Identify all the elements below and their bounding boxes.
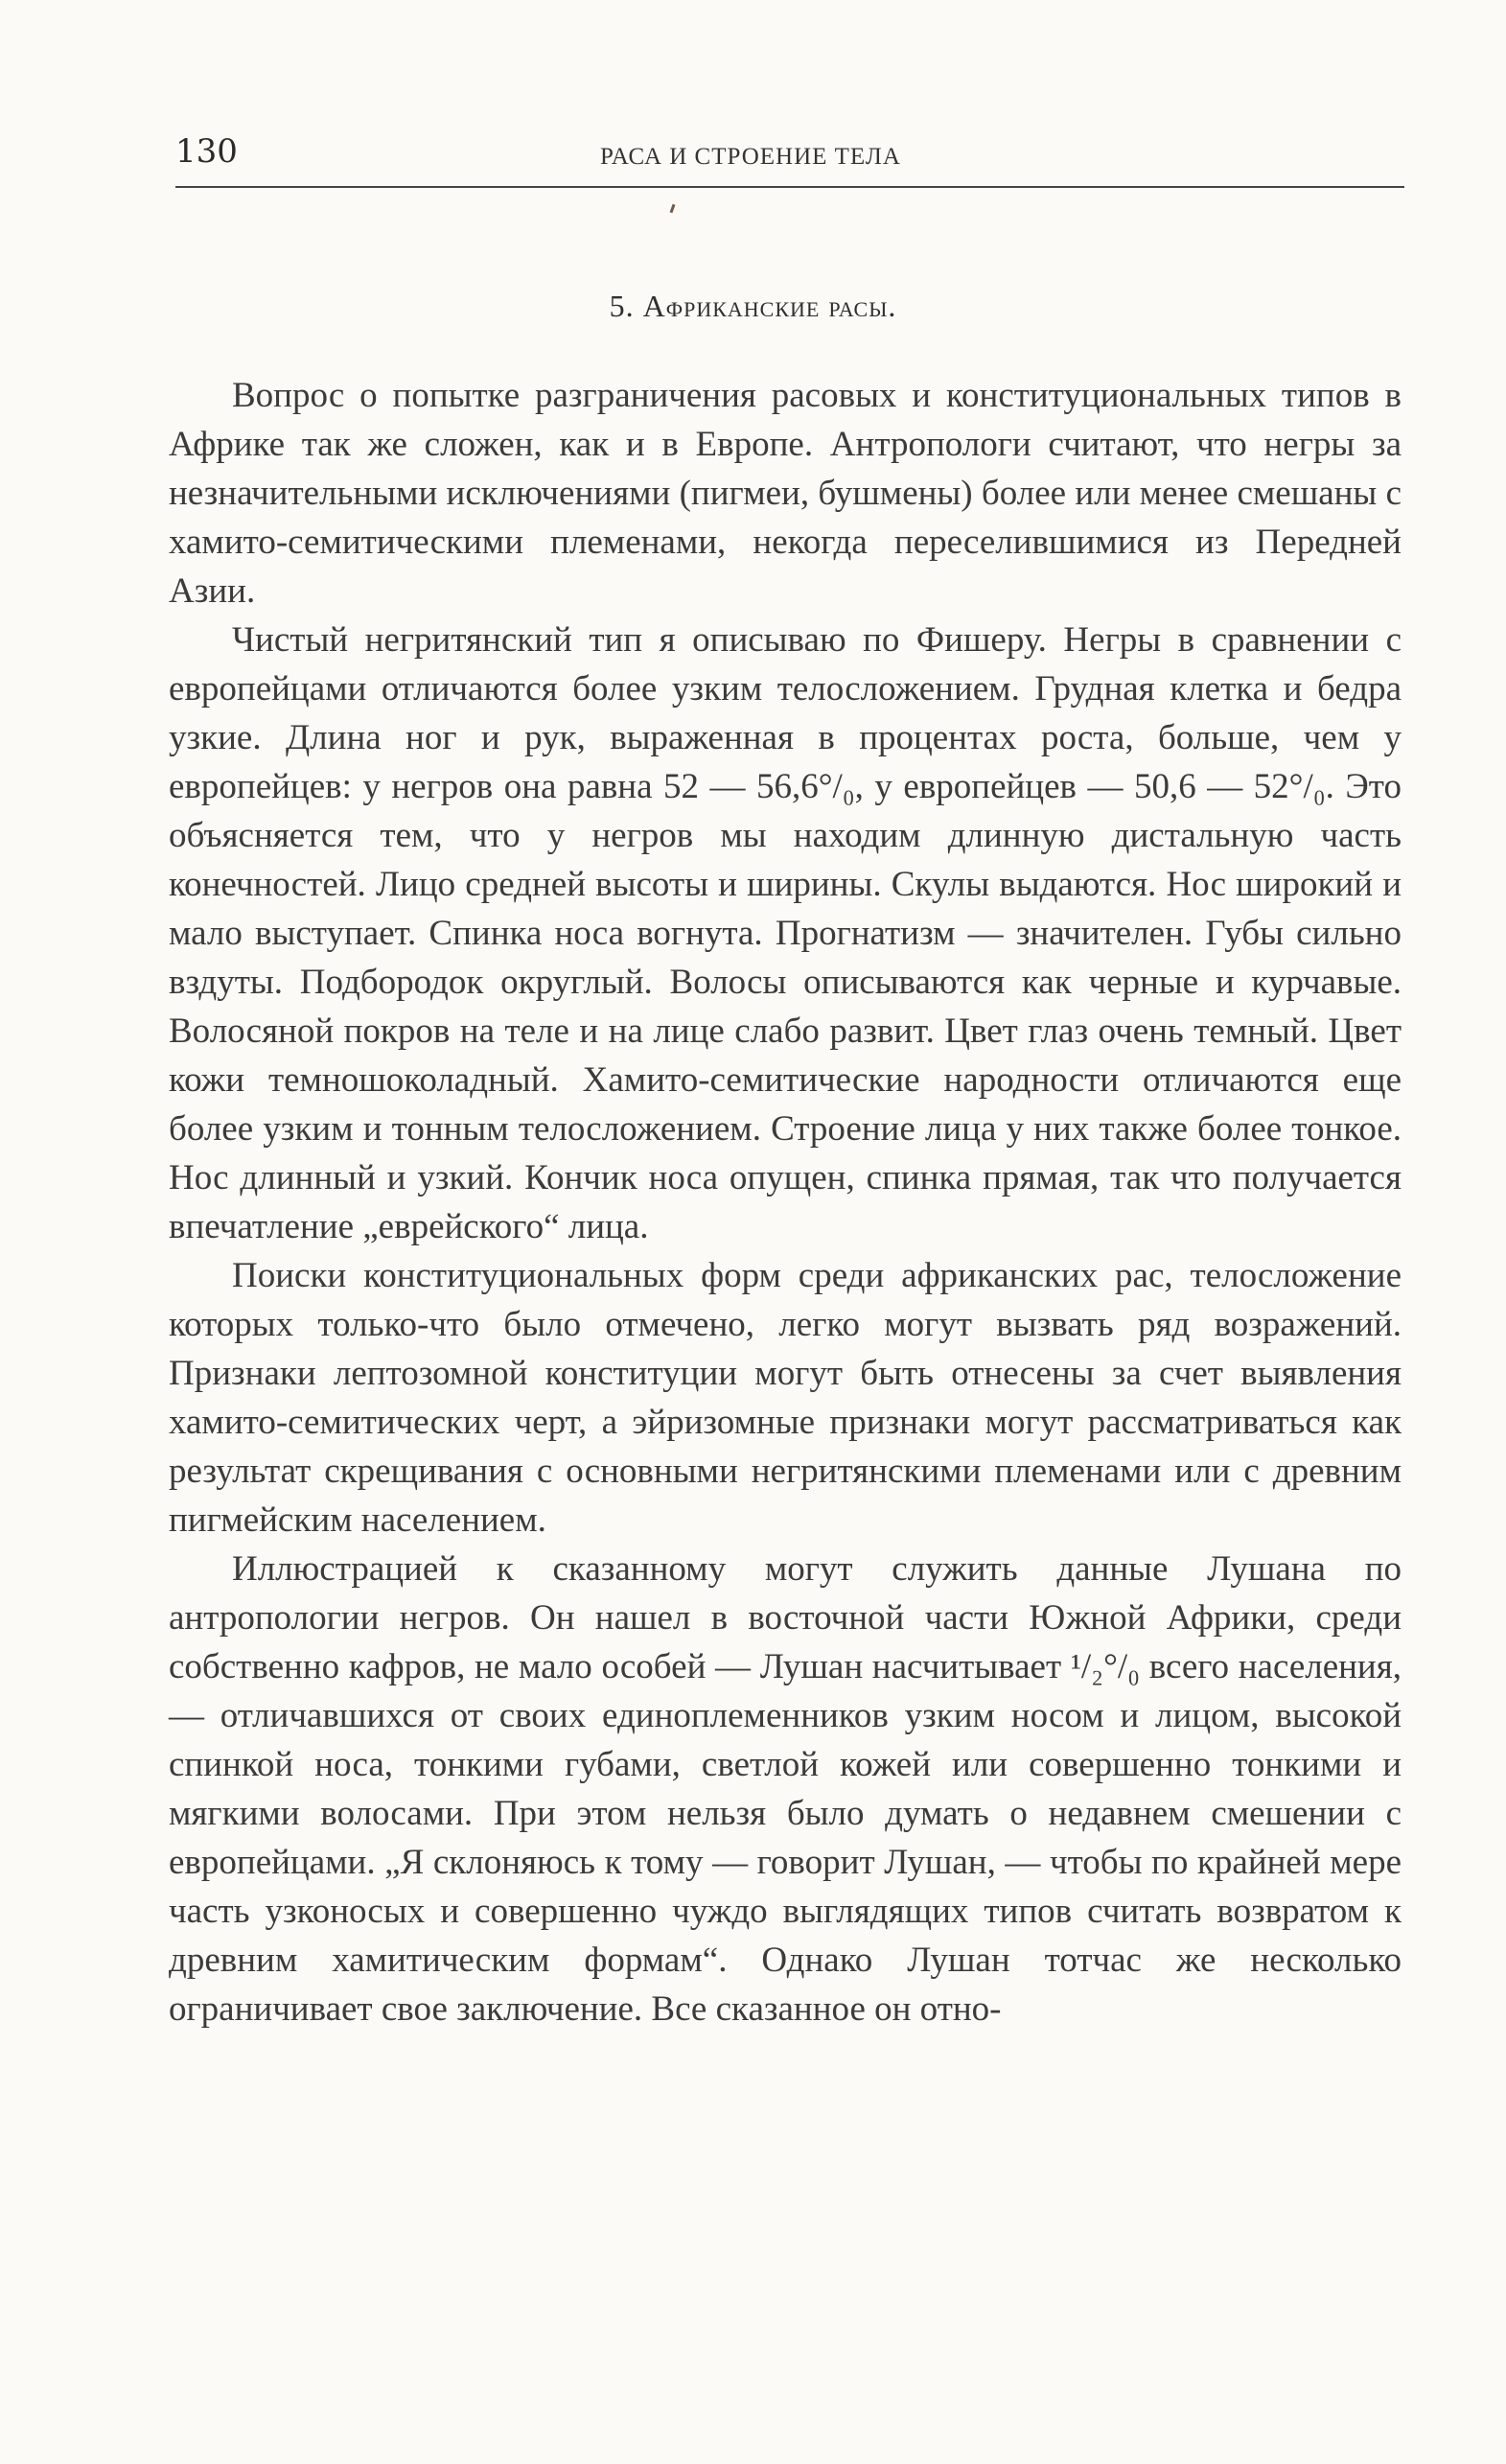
print-speck	[670, 204, 676, 213]
paragraph-2: Чистый негритянский тип я описываю по Фишеру. Негры в сравнении с европейцами отличаются более узким телосложением. Грудная клетка и бедра узкие. Длина ног и рук, выраженная в процентах роста, больше, чем у европейцев: у негров она равна 52 — 56,6°/₀, у европейцев — 50,6 — 52°/₀. Это объясняется тем, что у негров мы находим длинную дистальную часть конечностей. Лицо средней высоты и ширины. Скулы выдаются. Нос широкий и мало выступает. Спинка носа вогнута. Прогнатизм — значителен. Губы сильно вздуты. Подбородок округлый. Волосы описываются как черные и курчавые. Волосяной покров на теле и на лице слабо развит. Цвет глаз очень темный. Цвет кожи темношоколадный. Хамито-семитические народности отличаются еще более узким и тонным телосложением. Строение лица у них также более тонкое. Нос длинный и узкий. Кончик носа опущен, спинка прямая, так что получается впечатление „еврейского“ лица.	[169, 620, 1402, 1246]
page-number: 130	[175, 132, 238, 171]
paragraph-3: Поиски конституциональных форм среди африканских рас, телосложение которых только-что было отмечено, легко могут вызвать ряд возражений. Признаки лептозомной конституции могут быть отнесены за счет выявления хамито-семитических черт, а эйризомные признаки могут рассматриваться как результат скрещивания с основными негритянскими племенами или с древним пигмейским населением.	[169, 1256, 1402, 1540]
paragraph-4: Иллюстрацией к сказанному могут служить данные Лушана по антропологии негров. Он нашел в восточной части Южной Африки, среди собственно кафров, не мало особей — Лушан насчитывает ¹/₂°/₀ всего населения, — отличавшихся от своих единоплеменников узким носом и лицом, высокой спинкой носа, тонкими губами, светлой кожей или совершенно тонкими и мягкими волосами. При этом нельзя было думать о недавнем смешении с европейцами. „Я склоняюсь к тому — говорит Лушан, — чтобы по крайней мере часть узконосых и совершенно чуждо выглядящих типов считать возвратом к древним хамитическим формам“. Однако Лушан тотчас же несколько ограничивает свое заключение. Все сказанное он отно-	[169, 1549, 1402, 2029]
page-header	[175, 130, 1404, 188]
body-text	[169, 371, 1402, 2034]
section-title: 5. Африканские расы.	[609, 289, 897, 323]
running-title: РАСА И СТРОЕНИЕ ТЕЛА	[600, 144, 901, 170]
paragraph-1: Вопрос о попытке разграничения расовых и конституциональных типов в Африке так же сложен, как и в Европе. Антропологи считают, что негры за незначительными исключениями (пигмеи, бушмены) более или менее смешаны с хамито-семитическими племенами, некогда переселившимися из Передней Азии.	[169, 376, 1402, 611]
